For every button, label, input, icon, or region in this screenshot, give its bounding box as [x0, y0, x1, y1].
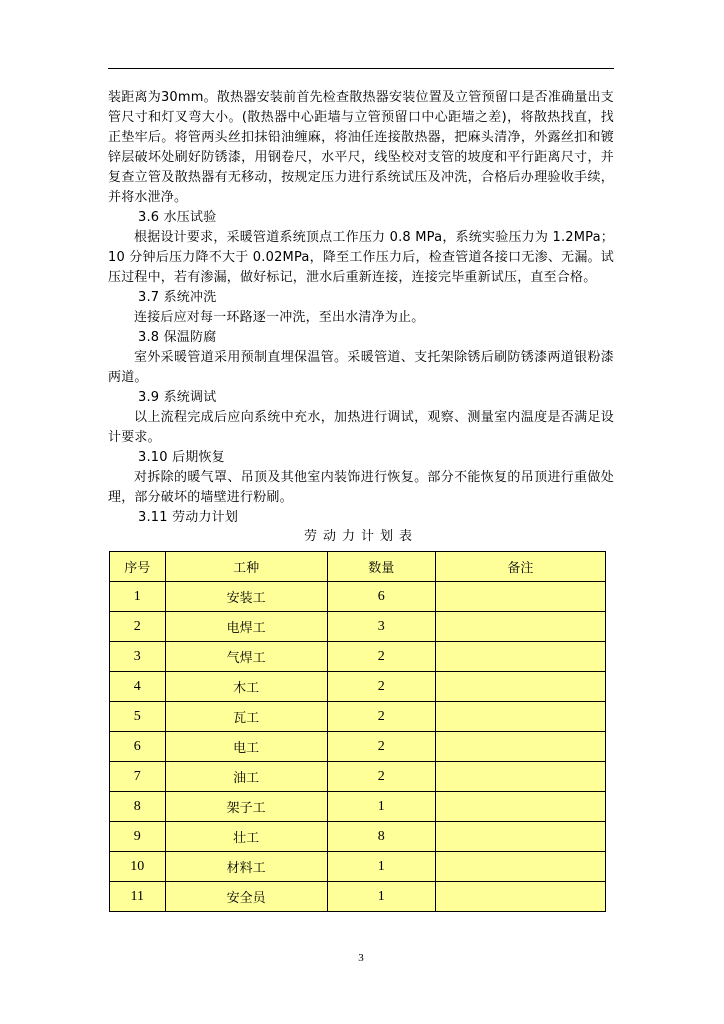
cell-seq: 9: [110, 822, 166, 852]
table-row: [110, 642, 606, 672]
cell-quantity: 6: [327, 582, 435, 612]
cell-remarks: [435, 642, 605, 672]
column-header-seq: 序号: [110, 552, 166, 582]
cell-trade: 架子工: [165, 792, 327, 822]
cell-quantity: 2: [327, 672, 435, 702]
cell-seq: 3: [110, 642, 166, 672]
cell-quantity: 1: [327, 882, 435, 912]
cell-trade: 电工: [165, 732, 327, 762]
cell-seq: 10: [110, 852, 166, 882]
cell-seq: 6: [110, 732, 166, 762]
cell-trade: 油工: [165, 762, 327, 792]
cell-seq: 7: [110, 762, 166, 792]
labor-plan-table: [109, 551, 606, 912]
cell-trade: 瓦工: [165, 702, 327, 732]
table-row: [110, 672, 606, 702]
cell-trade: 电焊工: [165, 612, 327, 642]
cell-remarks: [435, 882, 605, 912]
column-header-trade: 工种: [165, 552, 327, 582]
table-row: [110, 702, 606, 732]
table-row: [110, 822, 606, 852]
cell-remarks: [435, 792, 605, 822]
cell-seq: 4: [110, 672, 166, 702]
cell-quantity: 8: [327, 822, 435, 852]
table-title: 劳动力计划表: [303, 529, 418, 544]
cell-quantity: 2: [327, 762, 435, 792]
table-header-row: [110, 552, 606, 582]
cell-remarks: [435, 822, 605, 852]
heading-commissioning: 3.9 系统调试: [138, 390, 217, 405]
paragraph-restoration: 对拆除的暖气罩、吊顶及其他室内装饰进行恢复。部分不能恢复的吊顶进行重做处理，部分破坏的墙壁进行粉刷。: [108, 470, 614, 505]
heading-insulation: 3.8 保温防腐: [138, 330, 217, 345]
cell-quantity: 1: [327, 852, 435, 882]
cell-remarks: [435, 672, 605, 702]
heading-pressure-test: 3.6 水压试验: [138, 210, 217, 225]
cell-remarks: [435, 582, 605, 612]
cell-remarks: [435, 612, 605, 642]
cell-remarks: [435, 702, 605, 732]
cell-seq: 11: [110, 882, 166, 912]
cell-trade: 气焊工: [165, 642, 327, 672]
table-row: [110, 612, 606, 642]
paragraph-system-flush: 连接后应对每一环路逐一冲洗，至出水清净为止。: [134, 310, 425, 325]
cell-trade: 材料工: [165, 852, 327, 882]
table-row: [110, 792, 606, 822]
paragraph-radiator-install: 装距离为30mm。散热器安装前首先检查散热器安装位置及立管预留口是否准确量出支管尺寸和灯叉弯大小。(散热器中心距墙与立管预留口中心距墙之差)，将散热找直，找正垫牢后。将管两头丝扣抹铅油缠麻，将油任连接散热器，把麻头清净，外露丝扣和镀锌层破坏处刷好防锈漆，用钢卷尺，水平尺，线坠校对支管的坡度和平行距离尺寸，并复查立管及散热器有无移动，按规定压力进行系统试压及冲洗，合格后办理验收手续，并将水泄净。: [108, 90, 614, 205]
table-row: [110, 882, 606, 912]
cell-quantity: 1: [327, 792, 435, 822]
paragraph-pressure-test: 根据设计要求，采暖管道系统顶点工作压力 0.8 MPa，系统实验压力为 1.2MPa；10 分钟后压力降不大于 0.02MPa，降至工作压力后，检查管道各接口无渗、无漏。试压过程中，若有渗漏，做好标记，泄水后重新连接，连接完毕重新试压，直至合格。: [108, 230, 614, 285]
page-number: 3: [358, 952, 364, 964]
column-header-remarks: 备注: [435, 552, 605, 582]
cell-trade: 安装工: [165, 582, 327, 612]
heading-labor-plan: 3.11 劳动力计划: [138, 510, 239, 525]
cell-remarks: [435, 852, 605, 882]
cell-quantity: 2: [327, 702, 435, 732]
body-text: [108, 88, 614, 528]
heading-system-flush: 3.7 系统冲洗: [138, 290, 217, 305]
cell-quantity: 2: [327, 732, 435, 762]
paragraph-insulation: 室外采暖管道采用预制直埋保温管。采暖管道、支托架除锈后刷防锈漆两道银粉漆两道。: [108, 350, 614, 385]
cell-trade: 安全员: [165, 882, 327, 912]
cell-seq: 1: [110, 582, 166, 612]
paragraph-commissioning: 以上流程完成后应向系统中充水，加热进行调试，观察、测量室内温度是否满足设计要求。: [108, 410, 614, 445]
cell-remarks: [435, 732, 605, 762]
table-row: [110, 852, 606, 882]
column-header-quantity: 数量: [327, 552, 435, 582]
cell-quantity: 2: [327, 642, 435, 672]
cell-seq: 5: [110, 702, 166, 732]
cell-trade: 木工: [165, 672, 327, 702]
cell-trade: 壮工: [165, 822, 327, 852]
table-row: [110, 762, 606, 792]
cell-quantity: 3: [327, 612, 435, 642]
table-row: [110, 732, 606, 762]
header-rule: [108, 68, 614, 69]
table-row: [110, 582, 606, 612]
cell-seq: 8: [110, 792, 166, 822]
heading-restoration: 3.10 后期恢复: [138, 450, 225, 465]
cell-seq: 2: [110, 612, 166, 642]
cell-remarks: [435, 762, 605, 792]
